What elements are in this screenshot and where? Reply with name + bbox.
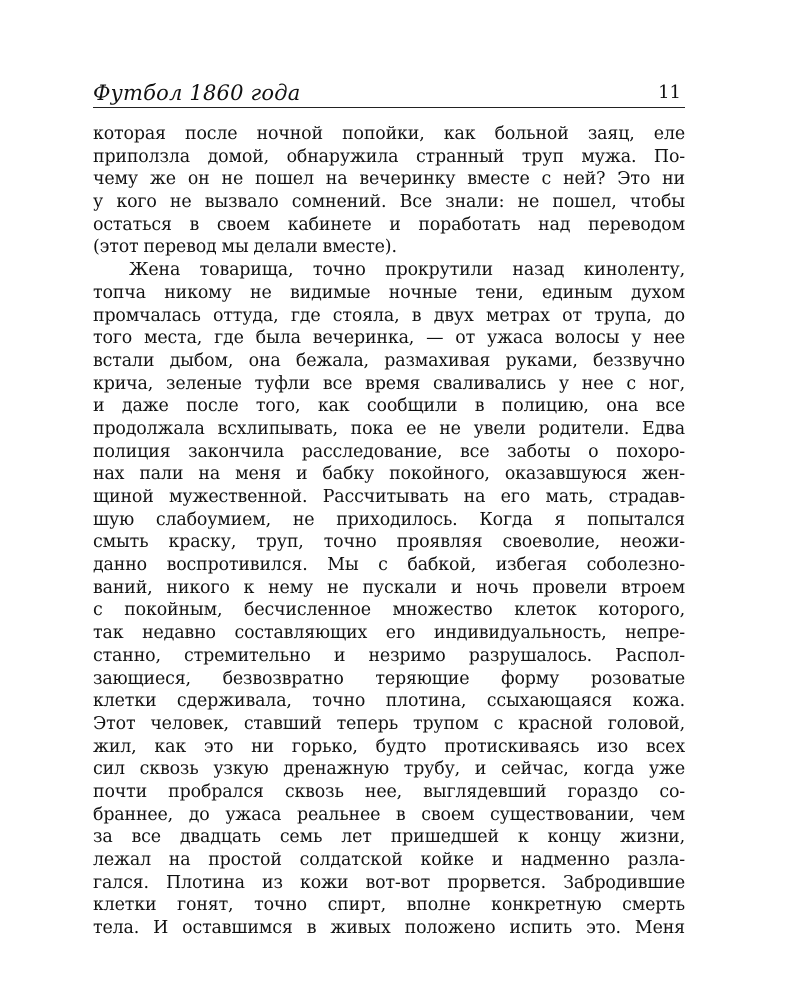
text-line: с покойным, бесчисленное множество клеток которого, (93, 600, 685, 621)
text-line: браннее, до ужаса реальнее в своем существовании, чем (93, 804, 685, 825)
text-line: полиция закончила расследование, все заботы о похоро- (93, 441, 685, 462)
text-line: лежал на простой солдатской койке и надменно разла- (93, 850, 685, 870)
text-line: так недавно составляющих его индивидуальность, непре- (93, 623, 685, 644)
text-line: (этот перевод мы делали вместе). (93, 237, 397, 258)
text-line: за все двадцать семь лет пришедшей к концу жизни, (93, 827, 685, 848)
text-line: ваний, никого к нему не пускали и ночь провели втроем (93, 577, 685, 598)
text-line: топча никому не видимые ночные тени, единым духом (93, 282, 685, 303)
text-line: крича, зеленые туфли все время сваливались у нее с ног, (93, 373, 685, 394)
text-line: приползла домой, обнаружила странный труп мужа. По- (93, 146, 685, 167)
text-line: жил, как это ни горько, будто протискиваясь изо всех (93, 736, 685, 757)
text-line: и даже после того, как сообщили в полицию, она все (93, 396, 685, 417)
page-number: 11 (658, 82, 681, 103)
text-line: остаться в своем кабинете и поработать над переводом (93, 214, 685, 235)
text-line: клетки гонят, точно спирт, вполне конкретную смерть (93, 895, 685, 916)
text-line: щиной мужественной. Рассчитывать на его мать, страдав- (93, 487, 685, 507)
text-line: клетки сдерживала, точно плотина, ссыхающаяся кожа. (93, 691, 685, 712)
text-line: чему же он не пошел на вечеринку вместе с ней? Это ни (93, 169, 685, 190)
text-line: Жена товарища, точно прокрутили назад киноленту, (129, 260, 685, 281)
text-line: смыть краску, труп, точно проявляя своеволие, неожи- (93, 532, 685, 553)
text-line: сил сквозь узкую дренажную трубу, и сейчас, когда уже (93, 759, 685, 780)
page-header (93, 81, 685, 108)
text-line: продолжала всхлипывать, пока ее не увели родители. Едва (93, 418, 685, 439)
text-line: промчалась оттуда, где стояла, в двух метрах от трупа, до (93, 305, 685, 326)
text-line: почти пробрался сквозь нее, выглядевший гораздо со- (93, 781, 685, 802)
text-line: гался. Плотина из кожи вот-вот прорвется. Забродившие (93, 872, 685, 893)
text-line: станно, стремительно и незримо разрушалось. Распол- (93, 645, 685, 666)
text-line: Этот человек, ставший теперь трупом с красной головой, (93, 713, 685, 734)
body-text (93, 123, 685, 940)
text-line: которая после ночной попойки, как больной заяц, еле (93, 124, 685, 144)
text-line: нах пали на меня и бабку покойного, оказавшуюся жен- (93, 464, 685, 485)
text-line: встали дыбом, она бежала, размахивая руками, беззвучно (93, 350, 685, 371)
text-line: тела. И оставшимся в живых положено испить это. Меня (93, 918, 685, 939)
text-line: зающиеся, безвозвратно теряющие форму розоватые (93, 668, 685, 689)
text-line: того места, где была вечеринка, — от ужаса волосы у нее (93, 328, 685, 349)
text-line: данно воспротивился. Мы с бабкой, избегая соболезно- (93, 555, 685, 576)
text-line: шую слабоумием, не приходилось. Когда я попытался (93, 509, 685, 530)
text-line: у кого не вызвало сомнений. Все знали: не пошел, чтобы (93, 192, 685, 213)
running-title: Футбол 1860 года (93, 81, 301, 105)
